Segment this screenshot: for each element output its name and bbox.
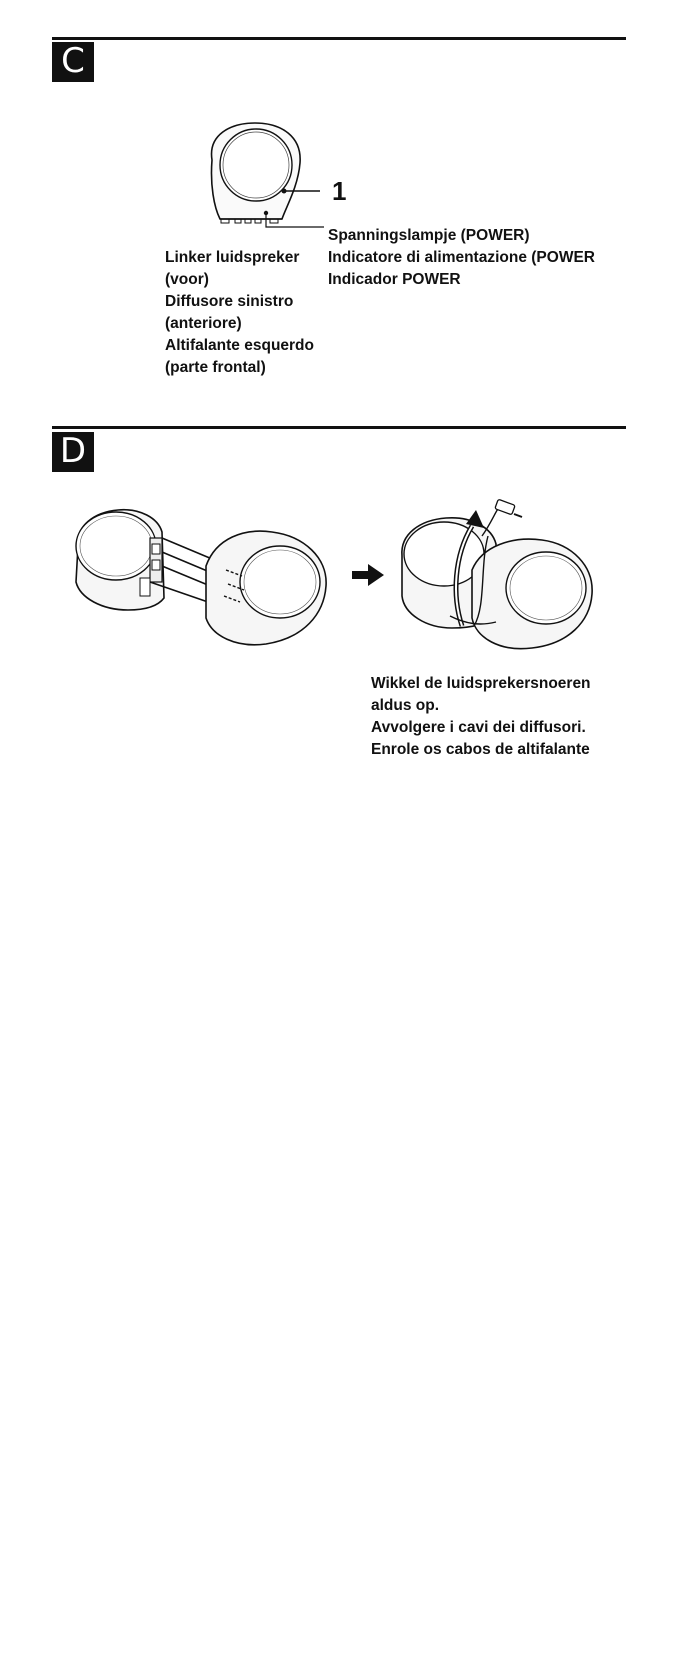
cord-wrap-label-line: Wikkel de luidsprekersnoeren	[371, 675, 591, 692]
section-c-badge-letter: C	[61, 41, 85, 81]
power-indicator-label-line: Indicatore di alimentazione (POWER	[328, 249, 595, 266]
cord-wrap-label	[371, 673, 626, 761]
left-speaker-label	[165, 247, 314, 379]
cord-wrap-label-line: Enrole os cabos de altifalante	[371, 741, 590, 758]
power-indicator-label-line: Spanningslampje (POWER)	[328, 227, 530, 244]
left-speaker-label-line: Linker luidspreker	[165, 249, 300, 266]
cord-wrap-label-line: aldus op.	[371, 697, 440, 714]
section-d-badge	[52, 432, 94, 472]
section-c-badge	[52, 42, 94, 82]
left-speaker-label-line: (parte frontal)	[165, 359, 266, 376]
callout-number-1: 1	[332, 176, 347, 206]
arrow-right-icon	[352, 564, 384, 586]
left-speaker-label-line: Altifalante esquerdo	[165, 337, 314, 354]
power-indicator-label	[328, 225, 626, 291]
section-d-badge-letter: D	[59, 431, 87, 471]
cord-wrap-label-line: Avvolgere i cavi dei diffusori.	[371, 719, 586, 736]
section-c-rule	[52, 37, 626, 40]
left-speaker-label-line: Diffusore sinistro	[165, 293, 294, 310]
left-speaker-label-line: (anteriore)	[165, 315, 242, 332]
cord-wrap-illustration	[396, 496, 616, 664]
section-d-rule	[52, 426, 626, 429]
power-indicator-label-line: Indicador POWER	[328, 271, 461, 288]
speakers-joining-illustration	[66, 498, 336, 658]
speaker-front-illustration	[190, 115, 350, 235]
left-speaker-label-line: (voor)	[165, 271, 209, 288]
